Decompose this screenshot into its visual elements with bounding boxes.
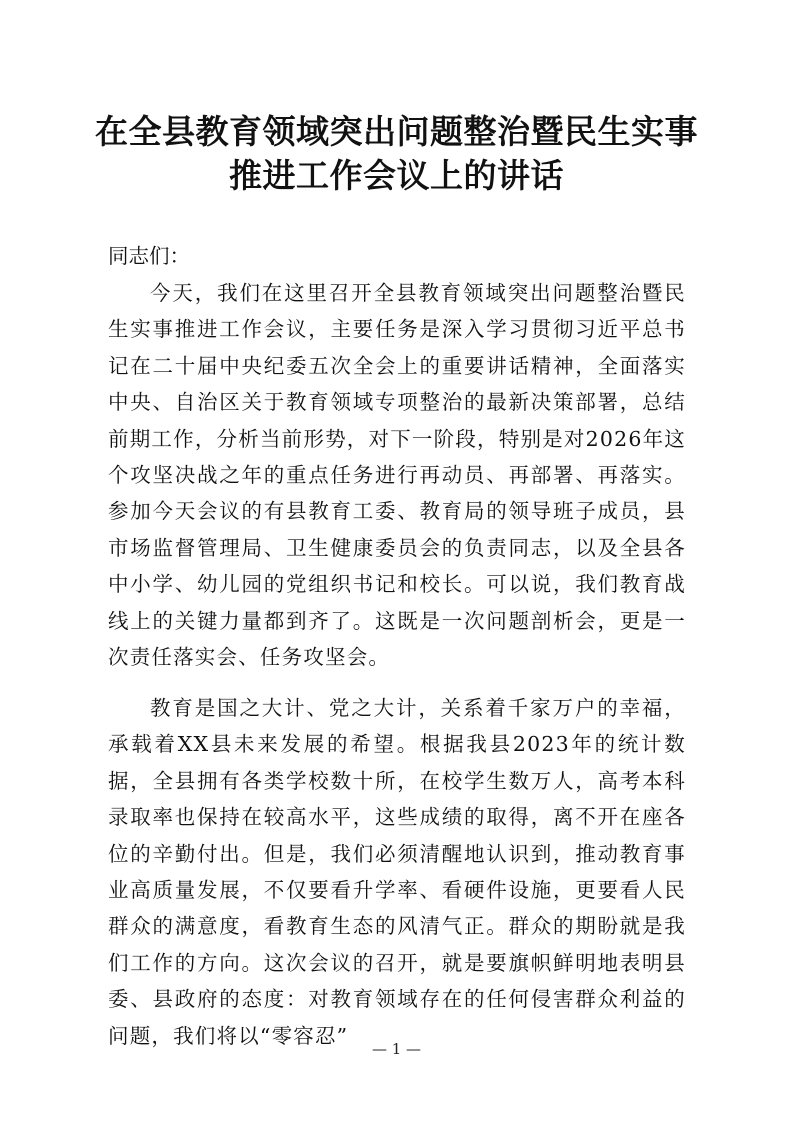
paragraph-2: 教育是国之大计、党之大计，关系着千家万户的幸福，承载着XX县未来发展的希望。根据我县2023年的统计数据，全县拥有各类学校数十所，在校学生数万人，高考本科录取率也保持在较高水平，这些成绩的取得，离不开在座各位的辛勤付出。但是，我们必须清醒地认识到，推动教育事业高质量发展，不仅要看升学率、看硬件设施，更要看人民群众的满意度，看教育生态的风清气正。群众的期盼就是我们工作的方向。这次会议的召开，就是要旗帜鲜明地表明县委、县政府的态度：对教育领域存在的任何侵害群众利益的问题，我们将以“零容忍” bbox=[108, 696, 686, 1048]
page-number: — 1 — bbox=[371, 1040, 422, 1058]
salutation: 同志们： bbox=[108, 244, 190, 268]
paragraph-1: 今天，我们在这里召开全县教育领域突出问题整治暨民生实事推进工作会议，主要任务是深入学习贯彻习近平总书记在二十届中央纪委五次全会上的重要讲话精神，全面落实中央、自治区关于教育领域专项整治的最新决策部署，总结前期工作，分析当前形势，对下一阶段，特别是对2026年这个攻坚决战之年的重点任务进行再动员、再部署、再落实。参加今天会议的有县教育工委、教育局的领导班子成员，县市场监督管理局、卫生健康委员会的负责同志，以及全县各中小学、幼儿园的党组织书记和校长。可以说，我们教育战线上的关键力量都到齐了。这既是一次问题剖析会，更是一次责任落实会、任务攻坚会。 bbox=[108, 281, 686, 670]
document-title-line-1: 在全县教育领域突出问题整治暨民生实事 bbox=[95, 112, 698, 151]
document-title-line-2: 推进工作会议上的讲话 bbox=[229, 156, 564, 195]
